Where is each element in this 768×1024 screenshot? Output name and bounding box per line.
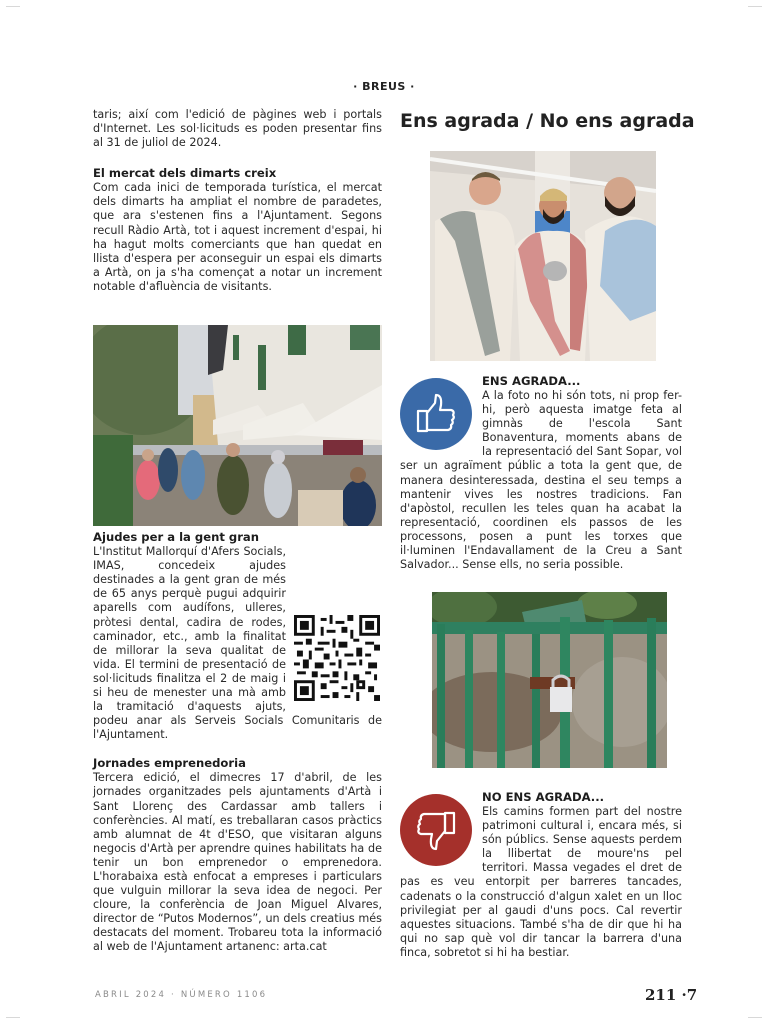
crop-mark xyxy=(748,6,762,7)
left-column xyxy=(93,108,382,969)
likes-heading: ENS AGRADA... xyxy=(482,374,581,388)
dislikes-block xyxy=(400,790,682,960)
dislikes-heading: NO ENS AGRADA... xyxy=(482,790,605,804)
right-column xyxy=(400,108,695,132)
likes-text: A la foto no hi són tots, ni prop fer-hi, però aquesta imatge feta al gimnàs de l'escola Sant Bonaventura, moments abans de la representació del Sant Sopar, vol ser un agraïment públic a tota la gent que, de manera desinteressada, destina el seu temps a mantenir vives les nostres tradicions. Fan d'apòstol, recullen les teles quan ha acabat la representació, coordinen els passos de les processons, posen a punt les torxes que il·luminen l'Endavallament de la Creu a Sant Salvador... Sense ells, no seria possible. xyxy=(400,389,682,572)
apostles-photo xyxy=(430,151,656,361)
apostles-photo-graphic xyxy=(430,151,656,361)
market-photo xyxy=(93,325,382,526)
article-title: Jornades emprenedoria xyxy=(93,756,246,771)
thumbs-up-glyph xyxy=(415,393,457,435)
market-photo-graphic xyxy=(93,325,382,526)
qr-code-graphic xyxy=(294,615,380,701)
intro-block xyxy=(93,108,382,150)
article-text: Tercera edició, el dimecres 17 d'abril, de les jornades organitzades pels ajuntaments d'Artà i Sant Llorenç des Cardassar amb tallers i conferències. Al matí, es treballaran casos pràctics amb alumnat de 4t d'ESO, que visitaran alguns negocis d'Artà per aprendre quines habilitats ha de tenir un bon emprenedor o emprenedora. L'horabaixa està enfocat a empreses i particulars que vulguin millorar la seva idea de negoci. Per cloure, la conferència de Joan Miguel Alvares, director de “Putos Modernos”, un dels creatius més destacats del moment. Trobareu tota la informació al web de l'Ajuntament artanenc: arta.cat xyxy=(93,771,382,954)
crop-mark xyxy=(6,1017,20,1018)
crop-mark xyxy=(748,1017,762,1018)
article-title: Ajudes per a la gent gran xyxy=(93,530,259,545)
issue-footer: ABRIL 2024 · NÚMERO 1106 xyxy=(95,990,268,1000)
likes-block xyxy=(400,374,682,572)
article-text: L'Institut Mallorquí d'Afers Socials, IMAS, concedeix ajudes destinades a la gent gran de més de 65 anys perquè pugui adquirir aparells com audífons, ulleres, pròtesi dental, cadira de rodes, caminador, etc., amb la finalitat de millorar la seva qualitat de vida. El termini de presentació de sol·licituds finalitza el 2 de maig i si heu de menester una mà amb la tramitació d'aquests ajuts, podeu anar als Serveis Socials Comunitaris de l'Ajuntament. xyxy=(93,545,382,742)
qr-code xyxy=(294,615,380,701)
page-number: 211 ·7 xyxy=(645,986,698,1004)
article-mercat xyxy=(93,166,382,294)
dislikes-text: Els camins formen part del nostre patrimoni cultural i, encara més, si són públics. Sense aquests perdem la llibertat de moure'ns pel territori. Massa vegades el dret de pas es veu entorpit per barreres tancades, cadenats o la construcció d'algun xalet en un lloc privilegiat per al gaudi d'uns pocs. Cal revertir aquestes situacions. També s'ha de dir que hi ha qui no sap què vol dir tancar la barrera d'una finca, sobretot si hi ha bestiar. xyxy=(400,805,682,959)
article-text: Com cada inici de temporada turística, el mercat dels dimarts ha ampliat el nombre de paradetes, que ara s'estenen fins a l'Ajuntament. Segons recull Ràdio Artà, tot i aquest increment d'espai, hi ha hagut molts comerciants que han quedat en llista d'espera per aconseguir un espai els dimarts a Artà, on ja s'ha començat a notar un increment notable d'afluència de visitants. xyxy=(93,181,382,293)
thumbs-down-icon xyxy=(400,794,472,866)
article-jornades xyxy=(93,756,382,954)
feature-title: Ens agrada / No ens agrada xyxy=(400,110,695,132)
thumbs-up-icon xyxy=(400,378,472,450)
thumbs-down-glyph xyxy=(415,809,457,851)
gate-photo-graphic xyxy=(432,592,667,768)
section-label: · BREUS · xyxy=(353,80,415,93)
crop-mark xyxy=(6,6,20,7)
intro-text: taris; així com l'edició de pàgines web i portals d'Internet. Les sol·licituds es poden presentar fins al 31 de juliol de 2024. xyxy=(93,108,382,150)
article-ajudes xyxy=(93,530,382,742)
gate-photo xyxy=(432,592,667,768)
article-title: El mercat dels dimarts creix xyxy=(93,166,277,181)
